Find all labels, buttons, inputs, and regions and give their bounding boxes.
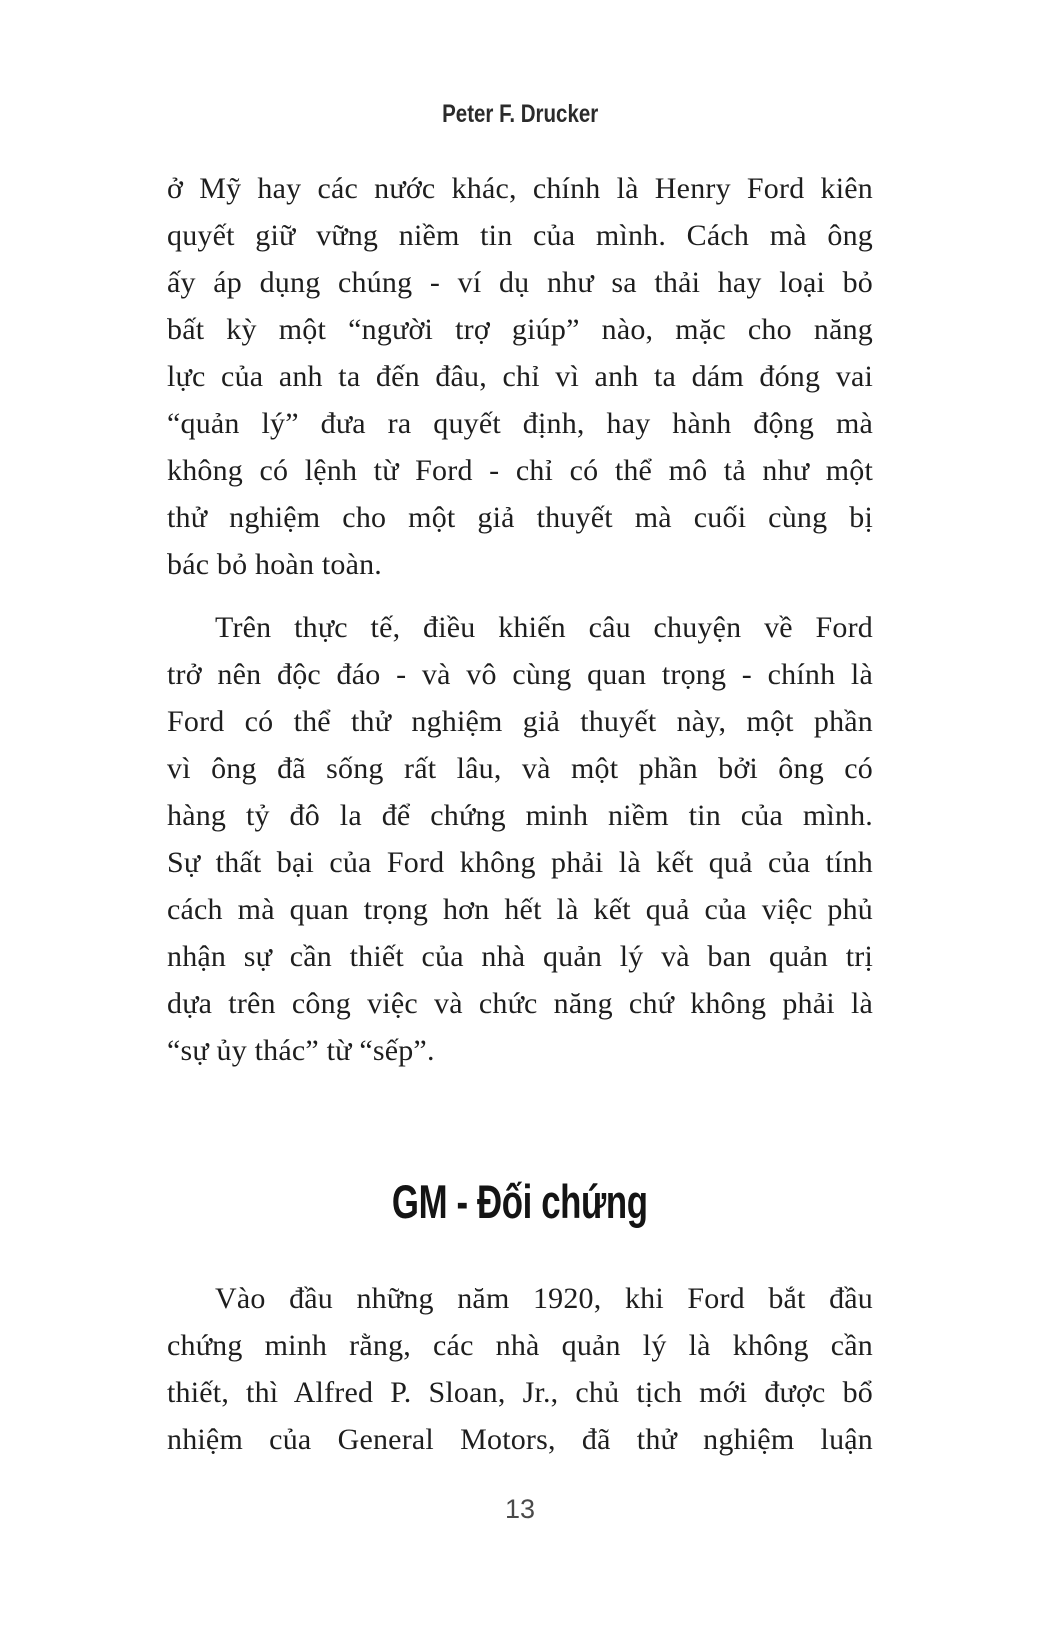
- running-header-text: Peter F. Drucker: [441, 100, 599, 128]
- text-line: dựa trên công việc và chức năng chứ không phải là: [167, 987, 873, 1020]
- text-line: vì ông đã sống rất lâu, và một phần bởi ông có: [167, 752, 873, 785]
- text-line: “sự ủy thác” từ “sếp”.: [167, 1034, 435, 1067]
- text-line: Trên thực tế, điều khiến câu chuyện về Ford: [215, 611, 873, 644]
- text-line: bác bỏ hoàn toàn.: [167, 548, 382, 581]
- text-line: Vào đầu những năm 1920, khi Ford bắt đầu: [215, 1282, 873, 1315]
- text-line: trở nên độc đáo - và vô cùng quan trọng - chính là: [167, 658, 873, 691]
- paragraph: [167, 604, 873, 1074]
- text-line: lực của anh ta đến đâu, chỉ vì anh ta dám đóng vai: [167, 360, 873, 393]
- text-line: ấy áp dụng chúng - ví dụ như sa thải hay loại bỏ: [167, 266, 873, 299]
- text-line: thử nghiệm cho một giả thuyết mà cuối cùng bị: [167, 501, 873, 534]
- text-line: Ford có thể thử nghiệm giả thuyết này, một phần: [167, 705, 873, 738]
- page-number: 13: [504, 1494, 536, 1524]
- text-line: ở Mỹ hay các nước khác, chính là Henry Ford kiên: [167, 172, 873, 205]
- running-header: [0, 100, 1040, 129]
- text-line: nhiệm của General Motors, đã thử nghiệm luận: [167, 1423, 873, 1456]
- text-line: chứng minh rằng, các nhà quản lý là không cần: [167, 1329, 873, 1362]
- text-line: thiết, thì Alfred P. Sloan, Jr., chủ tịch mới được bổ: [167, 1376, 873, 1409]
- text-line: quyết giữ vững niềm tin của mình. Cách mà ông: [167, 219, 873, 252]
- section-heading-text: GM - Đối chứng: [392, 1175, 648, 1228]
- text-column: [167, 165, 873, 1463]
- text-line: không có lệnh từ Ford - chỉ có thể mô tả như một: [167, 454, 873, 487]
- text-line: bất kỳ một “người trợ giúp” nào, mặc cho năng: [167, 313, 873, 346]
- section-heading: [167, 1174, 873, 1230]
- text-line: cách mà quan trọng hơn hết là kết quả của việc phủ: [167, 893, 873, 926]
- text-line: hàng tỷ đô la để chứng minh niềm tin của mình.: [167, 799, 873, 832]
- text-line: nhận sự cần thiết của nhà quản lý và ban quản trị: [167, 940, 873, 973]
- text-line: Sự thất bại của Ford không phải là kết quả của tính: [167, 846, 873, 879]
- text-line: “quản lý” đưa ra quyết định, hay hành động mà: [167, 407, 873, 440]
- paragraphs-before-heading: [167, 165, 873, 1074]
- paragraph: [167, 165, 873, 588]
- paragraphs-after-heading: [167, 1275, 873, 1463]
- paragraph: [167, 1275, 873, 1463]
